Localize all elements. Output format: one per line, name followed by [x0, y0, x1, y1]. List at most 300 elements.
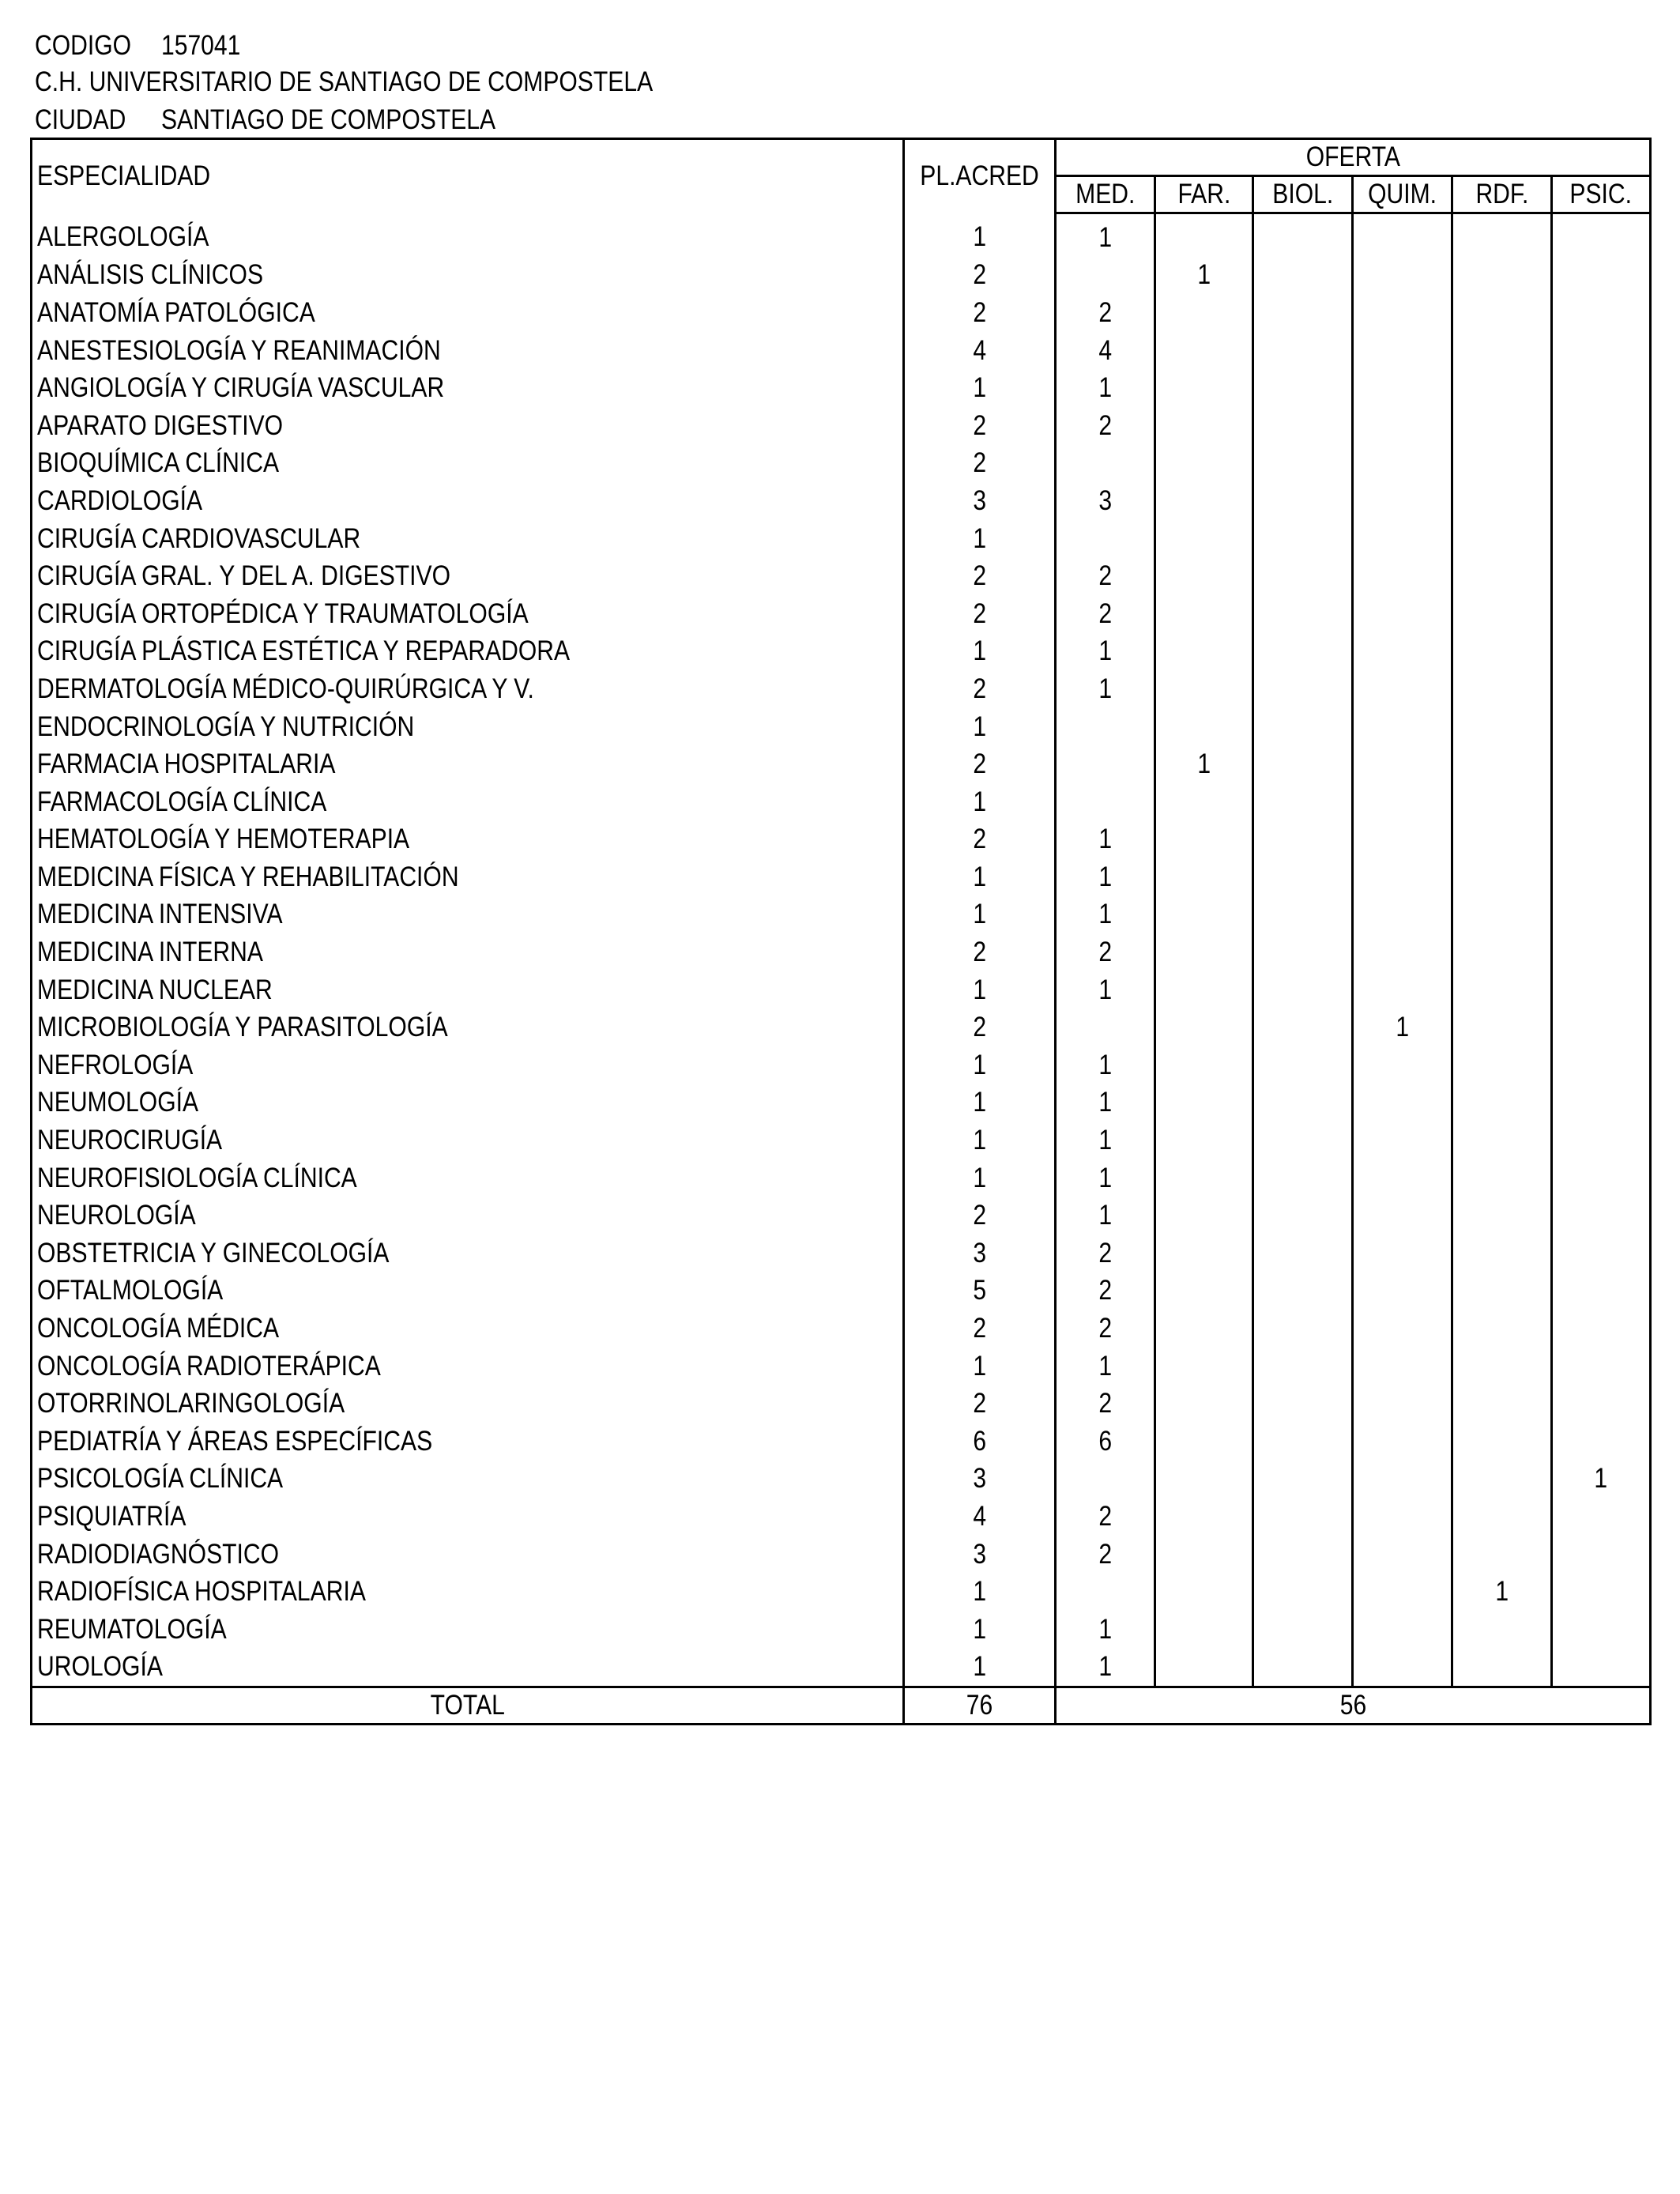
cell-especialidad: UROLOGÍA: [32, 1649, 904, 1687]
cell-quim: [1353, 407, 1452, 445]
table-row: [32, 971, 1651, 1009]
cell-especialidad: NEUROCIRUGÍA: [32, 1122, 904, 1159]
cell-biol: [1253, 482, 1353, 520]
header-med: MED.: [1056, 176, 1155, 213]
header-especialidad: ESPECIALIDAD: [32, 139, 904, 213]
cell-especialidad: PEDIATRÍA Y ÁREAS ESPECÍFICAS: [32, 1423, 904, 1461]
cell-biol: [1253, 595, 1353, 633]
cell-far: 1: [1155, 745, 1253, 783]
cell-biol: [1253, 213, 1353, 257]
cell-rdf: [1452, 933, 1552, 971]
cell-biol: [1253, 1649, 1353, 1687]
cell-med: 2: [1056, 407, 1155, 445]
cell-placred: 1: [904, 708, 1056, 746]
cell-biol: [1253, 633, 1353, 671]
table-row: [32, 257, 1651, 295]
cell-placred: 2: [904, 557, 1056, 595]
cell-far: [1155, 1272, 1253, 1310]
table-row: [32, 745, 1651, 783]
cell-quim: [1353, 213, 1452, 257]
total-placred: 76: [904, 1687, 1056, 1725]
cell-psic: [1552, 745, 1651, 783]
cell-placred: 5: [904, 1272, 1056, 1310]
cell-quim: [1353, 1385, 1452, 1423]
cell-psic: [1552, 1272, 1651, 1310]
cell-quim: [1353, 1235, 1452, 1272]
cell-far: [1155, 1159, 1253, 1197]
cell-biol: [1253, 708, 1353, 746]
cell-med: 1: [1056, 1122, 1155, 1159]
cell-rdf: [1452, 1498, 1552, 1536]
cell-biol: [1253, 1611, 1353, 1649]
table-row: [32, 783, 1651, 821]
cell-rdf: [1452, 1046, 1552, 1084]
cell-quim: [1353, 294, 1452, 332]
cell-psic: [1552, 971, 1651, 1009]
cell-far: [1155, 633, 1253, 671]
table-row: [32, 595, 1651, 633]
cell-placred: 1: [904, 1084, 1056, 1122]
cell-especialidad: PSIQUIATRÍA: [32, 1498, 904, 1536]
cell-placred: 1: [904, 1159, 1056, 1197]
cell-biol: [1253, 1122, 1353, 1159]
table-row: [32, 821, 1651, 859]
cell-psic: [1552, 407, 1651, 445]
cell-psic: [1552, 1008, 1651, 1046]
cell-med: 1: [1056, 1046, 1155, 1084]
cell-rdf: [1452, 1272, 1552, 1310]
header-biol: BIOL.: [1253, 176, 1353, 213]
cell-psic: [1552, 1536, 1651, 1574]
table-row: [32, 1084, 1651, 1122]
cell-med: 1: [1056, 1197, 1155, 1235]
cell-especialidad: FARMACOLOGÍA CLÍNICA: [32, 783, 904, 821]
table-row: [32, 1573, 1651, 1611]
cell-far: [1155, 933, 1253, 971]
cell-psic: [1552, 1573, 1651, 1611]
cell-quim: [1353, 520, 1452, 558]
cell-med: 2: [1056, 1385, 1155, 1423]
cell-placred: 2: [904, 294, 1056, 332]
cell-quim: [1353, 745, 1452, 783]
cell-med: [1056, 1573, 1155, 1611]
cell-far: [1155, 520, 1253, 558]
cell-especialidad: PSICOLOGÍA CLÍNICA: [32, 1461, 904, 1498]
cell-psic: [1552, 1498, 1651, 1536]
cell-especialidad: BIOQUÍMICA CLÍNICA: [32, 445, 904, 483]
cell-med: 1: [1056, 1611, 1155, 1649]
table-row: [32, 557, 1651, 595]
cell-med: 1: [1056, 633, 1155, 671]
table-row: [32, 1385, 1651, 1423]
cell-placred: 2: [904, 257, 1056, 295]
cell-placred: 2: [904, 445, 1056, 483]
table-row: [32, 294, 1651, 332]
cell-med: [1056, 783, 1155, 821]
cell-psic: [1552, 1046, 1651, 1084]
cell-biol: [1253, 1197, 1353, 1235]
cell-rdf: [1452, 1649, 1552, 1687]
table-row: [32, 445, 1651, 483]
cell-placred: 1: [904, 1649, 1056, 1687]
cell-placred: 2: [904, 745, 1056, 783]
header-psic: PSIC.: [1552, 176, 1651, 213]
table-row: [32, 633, 1651, 671]
cell-especialidad: ANESTESIOLOGÍA Y REANIMACIÓN: [32, 332, 904, 370]
cell-far: [1155, 1573, 1253, 1611]
cell-psic: [1552, 1122, 1651, 1159]
cell-rdf: [1452, 858, 1552, 896]
cell-placred: 1: [904, 1611, 1056, 1649]
cell-especialidad: ANGIOLOGÍA Y CIRUGÍA VASCULAR: [32, 369, 904, 407]
cell-especialidad: MEDICINA NUCLEAR: [32, 971, 904, 1009]
cell-especialidad: ANÁLISIS CLÍNICOS: [32, 257, 904, 295]
cell-far: [1155, 971, 1253, 1009]
cell-especialidad: CIRUGÍA PLÁSTICA ESTÉTICA Y REPARADORA: [32, 633, 904, 671]
table-row: [32, 1498, 1651, 1536]
cell-med: [1056, 708, 1155, 746]
cell-especialidad: NEUMOLOGÍA: [32, 1084, 904, 1122]
cell-biol: [1253, 294, 1353, 332]
cell-psic: [1552, 1235, 1651, 1272]
cell-far: [1155, 1046, 1253, 1084]
cell-placred: 4: [904, 1498, 1056, 1536]
cell-quim: [1353, 1159, 1452, 1197]
cell-med: 1: [1056, 1649, 1155, 1687]
cell-med: 2: [1056, 933, 1155, 971]
cell-med: 1: [1056, 369, 1155, 407]
cell-psic: [1552, 821, 1651, 859]
cell-especialidad: MICROBIOLOGÍA Y PARASITOLOGÍA: [32, 1008, 904, 1046]
cell-quim: [1353, 1122, 1452, 1159]
cell-med: 1: [1056, 858, 1155, 896]
cell-rdf: [1452, 1611, 1552, 1649]
cell-med: 2: [1056, 557, 1155, 595]
cell-quim: [1353, 858, 1452, 896]
cell-especialidad: ENDOCRINOLOGÍA Y NUTRICIÓN: [32, 708, 904, 746]
cell-psic: [1552, 257, 1651, 295]
cell-quim: [1353, 1423, 1452, 1461]
cell-especialidad: ONCOLOGÍA RADIOTERÁPICA: [32, 1348, 904, 1385]
cell-biol: [1253, 1348, 1353, 1385]
cell-psic: [1552, 595, 1651, 633]
cell-psic: [1552, 520, 1651, 558]
cell-psic: [1552, 708, 1651, 746]
cell-biol: [1253, 896, 1353, 934]
cell-far: [1155, 1423, 1253, 1461]
cell-med: [1056, 1461, 1155, 1498]
cell-quim: [1353, 257, 1452, 295]
cell-far: [1155, 1348, 1253, 1385]
cell-especialidad: DERMATOLOGÍA MÉDICO-QUIRÚRGICA Y V.: [32, 670, 904, 708]
cell-far: [1155, 1122, 1253, 1159]
cell-quim: [1353, 1498, 1452, 1536]
cell-rdf: [1452, 445, 1552, 483]
cell-placred: 1: [904, 896, 1056, 934]
cell-rdf: [1452, 1235, 1552, 1272]
cell-med: 2: [1056, 1235, 1155, 1272]
cell-rdf: [1452, 971, 1552, 1009]
cell-biol: [1253, 1272, 1353, 1310]
cell-far: [1155, 369, 1253, 407]
cell-quim: [1353, 369, 1452, 407]
cell-rdf: [1452, 708, 1552, 746]
cell-biol: [1253, 332, 1353, 370]
cell-psic: [1552, 213, 1651, 257]
cell-psic: [1552, 332, 1651, 370]
cell-med: 2: [1056, 1310, 1155, 1348]
cell-quim: [1353, 332, 1452, 370]
codigo-label: CODIGO: [35, 30, 132, 61]
cell-far: [1155, 1536, 1253, 1574]
cell-biol: [1253, 933, 1353, 971]
header-rdf: RDF.: [1452, 176, 1552, 213]
cell-especialidad: OFTALMOLOGÍA: [32, 1272, 904, 1310]
cell-far: 1: [1155, 257, 1253, 295]
cell-placred: 1: [904, 1046, 1056, 1084]
cell-far: [1155, 858, 1253, 896]
table-row: [32, 858, 1651, 896]
cell-especialidad: CARDIOLOGÍA: [32, 482, 904, 520]
cell-biol: [1253, 1461, 1353, 1498]
cell-placred: 1: [904, 858, 1056, 896]
cell-especialidad: NEUROFISIOLOGÍA CLÍNICA: [32, 1159, 904, 1197]
cell-biol: [1253, 821, 1353, 859]
cell-especialidad: CIRUGÍA CARDIOVASCULAR: [32, 520, 904, 558]
cell-placred: 2: [904, 821, 1056, 859]
cell-especialidad: OBSTETRICIA Y GINECOLOGÍA: [32, 1235, 904, 1272]
hospital-name-text: C.H. UNIVERSITARIO DE SANTIAGO DE COMPOSTELA: [35, 66, 654, 97]
table-row: [32, 407, 1651, 445]
table-row: [32, 1423, 1651, 1461]
ciudad-line: [35, 104, 496, 136]
cell-placred: 4: [904, 332, 1056, 370]
cell-psic: [1552, 1084, 1651, 1122]
cell-biol: [1253, 1573, 1353, 1611]
cell-far: [1155, 595, 1253, 633]
cell-rdf: [1452, 1084, 1552, 1122]
cell-biol: [1253, 670, 1353, 708]
table-row: [32, 1611, 1651, 1649]
cell-rdf: [1452, 520, 1552, 558]
cell-med: [1056, 1008, 1155, 1046]
cell-placred: 3: [904, 1235, 1056, 1272]
cell-rdf: [1452, 369, 1552, 407]
cell-biol: [1253, 407, 1353, 445]
cell-rdf: [1452, 1122, 1552, 1159]
cell-far: [1155, 783, 1253, 821]
total-row: [32, 1687, 1651, 1725]
table-row: [32, 1536, 1651, 1574]
cell-especialidad: OTORRINOLARINGOLOGÍA: [32, 1385, 904, 1423]
header-oferta: OFERTA: [1056, 139, 1651, 176]
table-row: [32, 933, 1651, 971]
cell-far: [1155, 482, 1253, 520]
cell-med: 2: [1056, 1536, 1155, 1574]
cell-rdf: [1452, 1348, 1552, 1385]
cell-biol: [1253, 971, 1353, 1009]
cell-especialidad: CIRUGÍA GRAL. Y DEL A. DIGESTIVO: [32, 557, 904, 595]
cell-especialidad: APARATO DIGESTIVO: [32, 407, 904, 445]
cell-psic: [1552, 896, 1651, 934]
cell-placred: 1: [904, 783, 1056, 821]
cell-rdf: [1452, 557, 1552, 595]
cell-med: 1: [1056, 821, 1155, 859]
cell-far: [1155, 1197, 1253, 1235]
cell-rdf: [1452, 213, 1552, 257]
cell-quim: [1353, 1536, 1452, 1574]
codigo-value: 157041: [160, 30, 241, 61]
cell-placred: 1: [904, 369, 1056, 407]
cell-placred: 1: [904, 213, 1056, 257]
cell-far: [1155, 896, 1253, 934]
cell-biol: [1253, 1498, 1353, 1536]
cell-quim: [1353, 670, 1452, 708]
cell-med: [1056, 520, 1155, 558]
cell-placred: 1: [904, 633, 1056, 671]
cell-placred: 2: [904, 670, 1056, 708]
cell-especialidad: CIRUGÍA ORTOPÉDICA Y TRAUMATOLOGÍA: [32, 595, 904, 633]
cell-biol: [1253, 520, 1353, 558]
cell-especialidad: MEDICINA INTENSIVA: [32, 896, 904, 934]
cell-placred: 1: [904, 1122, 1056, 1159]
cell-med: [1056, 745, 1155, 783]
cell-psic: 1: [1552, 1461, 1651, 1498]
cell-biol: [1253, 257, 1353, 295]
cell-placred: 2: [904, 595, 1056, 633]
cell-especialidad: MEDICINA INTERNA: [32, 933, 904, 971]
cell-psic: [1552, 670, 1651, 708]
cell-psic: [1552, 1159, 1651, 1197]
cell-quim: [1353, 1272, 1452, 1310]
cell-quim: [1353, 1348, 1452, 1385]
table-row: [32, 1046, 1651, 1084]
cell-rdf: [1452, 670, 1552, 708]
cell-psic: [1552, 858, 1651, 896]
cell-rdf: [1452, 821, 1552, 859]
cell-biol: [1253, 745, 1353, 783]
cell-especialidad: NEUROLOGÍA: [32, 1197, 904, 1235]
cell-far: [1155, 1235, 1253, 1272]
cell-quim: [1353, 445, 1452, 483]
cell-biol: [1253, 1159, 1353, 1197]
cell-med: 4: [1056, 332, 1155, 370]
table-row: [32, 1122, 1651, 1159]
cell-especialidad: RADIODIAGNÓSTICO: [32, 1536, 904, 1574]
table-row: [32, 213, 1651, 257]
cell-rdf: [1452, 783, 1552, 821]
cell-especialidad: ONCOLOGÍA MÉDICA: [32, 1310, 904, 1348]
cell-psic: [1552, 1423, 1651, 1461]
table-row: [32, 1197, 1651, 1235]
cell-med: 1: [1056, 896, 1155, 934]
cell-far: [1155, 1385, 1253, 1423]
cell-med: 1: [1056, 670, 1155, 708]
cell-especialidad: RADIOFÍSICA HOSPITALARIA: [32, 1573, 904, 1611]
cell-med: 1: [1056, 1159, 1155, 1197]
cell-rdf: [1452, 1536, 1552, 1574]
cell-biol: [1253, 783, 1353, 821]
cell-rdf: [1452, 1310, 1552, 1348]
cell-far: [1155, 294, 1253, 332]
cell-placred: 1: [904, 971, 1056, 1009]
cell-far: [1155, 670, 1253, 708]
header-far: FAR.: [1155, 176, 1253, 213]
cell-rdf: 1: [1452, 1573, 1552, 1611]
cell-psic: [1552, 294, 1651, 332]
cell-far: [1155, 213, 1253, 257]
table-body: [32, 213, 1651, 1687]
cell-med: 1: [1056, 213, 1155, 257]
cell-quim: [1353, 1084, 1452, 1122]
cell-biol: [1253, 445, 1353, 483]
cell-med: 2: [1056, 595, 1155, 633]
cell-far: [1155, 1498, 1253, 1536]
cell-placred: 3: [904, 482, 1056, 520]
cell-placred: 1: [904, 1348, 1056, 1385]
table-row: [32, 1649, 1651, 1687]
cell-far: [1155, 407, 1253, 445]
cell-biol: [1253, 1084, 1353, 1122]
cell-quim: [1353, 1046, 1452, 1084]
cell-psic: [1552, 633, 1651, 671]
cell-biol: [1253, 1235, 1353, 1272]
cell-biol: [1253, 1423, 1353, 1461]
table-row: [32, 369, 1651, 407]
cell-placred: 2: [904, 1310, 1056, 1348]
cell-psic: [1552, 783, 1651, 821]
cell-med: 2: [1056, 294, 1155, 332]
specialties-table: [30, 138, 1652, 1725]
cell-med: [1056, 445, 1155, 483]
cell-especialidad: FARMACIA HOSPITALARIA: [32, 745, 904, 783]
cell-far: [1155, 1611, 1253, 1649]
cell-far: [1155, 445, 1253, 483]
table-row: [32, 520, 1651, 558]
table-row: [32, 708, 1651, 746]
cell-quim: [1353, 482, 1452, 520]
cell-especialidad: HEMATOLOGÍA Y HEMOTERAPIA: [32, 821, 904, 859]
cell-placred: 2: [904, 407, 1056, 445]
cell-placred: 2: [904, 1008, 1056, 1046]
cell-med: 3: [1056, 482, 1155, 520]
cell-placred: 1: [904, 1573, 1056, 1611]
cell-quim: [1353, 708, 1452, 746]
cell-especialidad: NEFROLOGÍA: [32, 1046, 904, 1084]
cell-psic: [1552, 933, 1651, 971]
cell-rdf: [1452, 1423, 1552, 1461]
cell-med: 1: [1056, 1084, 1155, 1122]
cell-quim: [1353, 971, 1452, 1009]
cell-quim: [1353, 1461, 1452, 1498]
ciudad-value: SANTIAGO DE COMPOSTELA: [160, 104, 496, 135]
cell-far: [1155, 1649, 1253, 1687]
table-row: [32, 1310, 1651, 1348]
cell-quim: [1353, 1197, 1452, 1235]
cell-rdf: [1452, 745, 1552, 783]
cell-biol: [1253, 1310, 1353, 1348]
cell-psic: [1552, 445, 1651, 483]
table-row: [32, 1461, 1651, 1498]
cell-far: [1155, 1008, 1253, 1046]
cell-psic: [1552, 369, 1651, 407]
cell-quim: [1353, 1573, 1452, 1611]
cell-biol: [1253, 369, 1353, 407]
table-row: [32, 1159, 1651, 1197]
cell-rdf: [1452, 1385, 1552, 1423]
cell-rdf: [1452, 1159, 1552, 1197]
cell-quim: [1353, 783, 1452, 821]
